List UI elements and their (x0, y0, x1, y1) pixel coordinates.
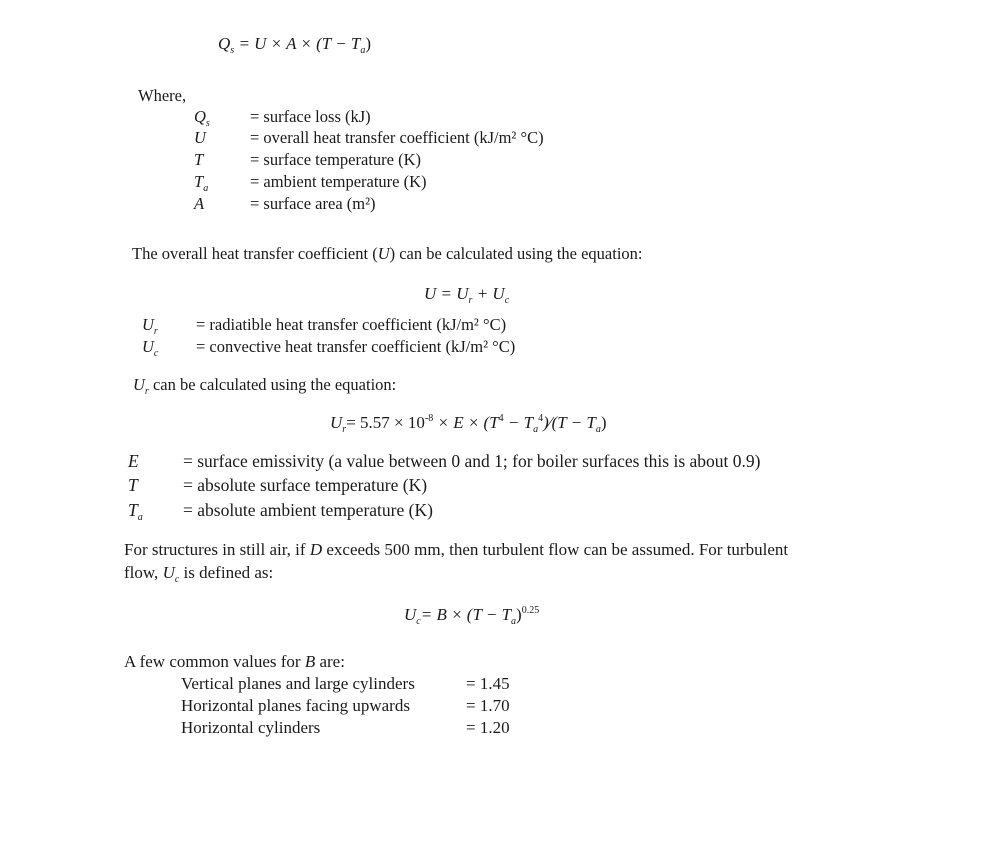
def-text: = ambient temperature (K) (250, 172, 427, 191)
def-text: = overall heat transfer coefficient (kJ/m² °C) (250, 128, 544, 147)
equation-convective: $U_c= B \times (T - T_a)^{0.25}$ (404, 605, 540, 627)
paragraph-line: flow, $U_c$ is defined as: (124, 563, 274, 585)
paragraph-overall-coefficient: The overall heat transfer coefficient (U) can be calculated using the equation: (132, 244, 643, 263)
def-symbol: T (194, 150, 204, 169)
b-value-label: Vertical planes and large cylinders (181, 674, 415, 693)
def-text: = absolute surface temperature (K) (183, 475, 428, 495)
paragraph-line: For structures in still air, if D exceeds 500 mm, then turbulent flow can be assumed. For turbulent (124, 540, 789, 559)
b-value: = 1.45 (466, 674, 510, 693)
equation-overall-coefficient: $U = U_r + U_c$ (424, 284, 510, 306)
def-symbol: T (128, 475, 138, 495)
def-text: = surface area (m²) (250, 194, 376, 213)
def-symbol: $Q_s$ (194, 107, 210, 129)
def-symbol: $T_a$ (128, 500, 143, 523)
def-text: = surface emissivity (a value between 0 and 1; for boiler surfaces this is about 0.9) (183, 451, 761, 471)
def-text: = absolute ambient temperature (K) (183, 500, 433, 520)
equation-surface-loss: $Q_s = U \times A \times (T - T_a)$ (218, 34, 372, 56)
where-label: Where, (138, 86, 187, 105)
def-symbol: A (194, 194, 205, 213)
b-value-label: Horizontal planes facing upwards (181, 696, 410, 715)
def-text: = surface loss (kJ) (250, 107, 371, 126)
def-symbol: E (128, 451, 139, 471)
def-text: = convective heat transfer coefficient (kJ/m² °C) (196, 337, 516, 356)
paragraph-radiative: $U_r$ can be calculated using the equation: (133, 375, 397, 397)
def-symbol: $U_r$ (142, 315, 158, 337)
def-symbol: $U_c$ (142, 337, 159, 359)
b-value: = 1.70 (466, 696, 510, 715)
def-symbol: $T_a$ (194, 172, 209, 194)
b-value: = 1.20 (466, 718, 510, 737)
paragraph-b-values: A few common values for B are: (124, 652, 345, 671)
def-text: = radiatible heat transfer coefficient (kJ/m² °C) (196, 315, 507, 334)
equation-radiative: $U_r= 5.57 \times 10^{-8} \times E \times (T^4$ − $T_a^4)∕(T - T_a)$ (330, 413, 607, 435)
def-symbol: U (194, 128, 206, 147)
def-text: = surface temperature (K) (250, 150, 422, 169)
b-value-label: Horizontal cylinders (181, 718, 321, 737)
